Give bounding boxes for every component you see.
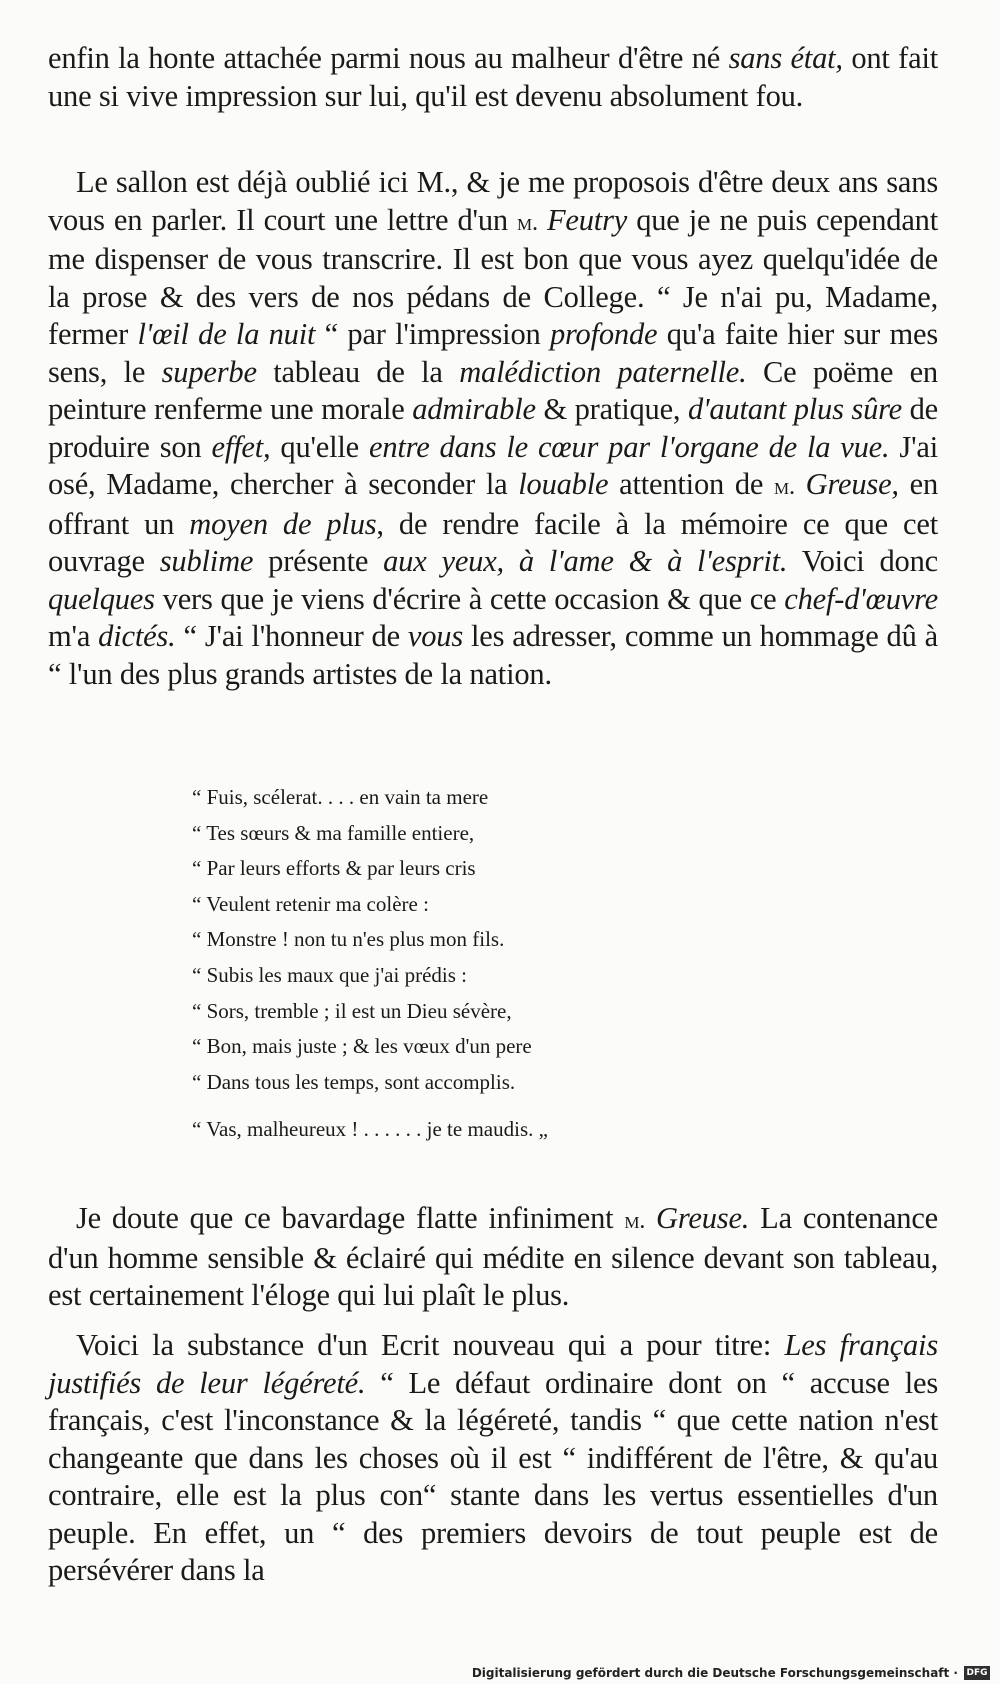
- p2-dautant: d'autant plus sûre: [687, 392, 902, 426]
- p2-d: qu'a faite hier sur mes sens, le: [48, 317, 939, 389]
- p2-admirable: admirable: [412, 392, 536, 426]
- p2-profonde: profonde: [549, 317, 658, 351]
- p2-s: les adresser, comme un hommage dû à “ l'un des plus grands artistes de la nation.: [48, 619, 938, 691]
- p2-p: vers que je viens d'écrire à cette occasion & que ce: [154, 581, 785, 616]
- poem-block: [192, 780, 832, 1148]
- poem-line: “ Par leurs efforts & par leurs cris: [192, 856, 476, 881]
- p3-m: m.: [624, 1207, 646, 1234]
- p1-rest: ont fait une si vive impression sur lui, qu'il est devenu absolument fou.: [48, 41, 939, 113]
- p1-sans-etat: sans état,: [728, 41, 843, 75]
- p3-b: La contenance d'un homme sensible & éclairé qui médite en silence devant son tableau, est certainement l'éloge qui lui plaît le plus.: [48, 1201, 939, 1312]
- p2-quelques: quelques: [48, 581, 155, 616]
- p2-sublime: sublime: [159, 544, 254, 578]
- p2-effet: effet,: [211, 429, 271, 464]
- p2-dictes: dictés.: [98, 619, 176, 653]
- p2-i: qu'elle: [270, 429, 370, 464]
- p2-f: Ce poëme en peinture renferme une morale: [48, 354, 938, 426]
- poem-line: “ Monstre ! non tu n'es plus mon fils.: [192, 927, 505, 952]
- p2-c: “ par l'impression: [315, 317, 550, 351]
- p2-a: Le sallon est déjà oublié ici M., & je me proposois d'être deux ans sans vous en parler. Il court une lettre d'un: [48, 165, 938, 237]
- paragraph-2: [48, 164, 938, 693]
- p2-b: que je ne puis cependant me dispenser de vous transcrire. Il est bon que vous ayez quelqu'idée de la prose & des vers de nos pédans de College. “ Je n'ai pu, Madame, fermer: [48, 202, 938, 351]
- paragraph-4: [48, 1327, 938, 1590]
- p2-o: Voici donc: [787, 544, 938, 578]
- p2-louable: louable: [518, 467, 609, 501]
- paragraph-1: [48, 40, 938, 115]
- paragraph-3: [48, 1200, 938, 1315]
- p2-m: , de rendre facile à la mémoire ce que cet ouvrage: [48, 506, 938, 578]
- p2-h: de produire son: [48, 392, 939, 464]
- p2-g: & pratique,: [535, 392, 688, 426]
- poem-line-final: “ Vas, malheureux ! . . . . . . je te maudis. „: [192, 1117, 548, 1142]
- p2-chef: chef-d'œuvre: [784, 581, 938, 616]
- p2-feutry: Feutry: [537, 202, 628, 237]
- poem-line: “ Sors, tremble ; il est un Dieu sévère,: [192, 998, 512, 1023]
- poem-line: “ Fuis, scélerat. . . . en vain ta mere: [192, 785, 489, 809]
- p2-superbe: superbe: [161, 354, 257, 389]
- footer-credit-text: Digitalisierung gefördert durch die Deutsche Forschungsgemeinschaft ·: [471, 1666, 958, 1680]
- poem-line: “ Bon, mais juste ; & les vœux d'un pere: [192, 1034, 532, 1059]
- p3-greuse: Greuse.: [645, 1201, 750, 1235]
- p2-r: “ J'ai l'honneur de: [175, 619, 408, 653]
- p2-vous: vous: [407, 619, 464, 653]
- digitization-credit: [472, 1666, 990, 1680]
- p2-l: en offrant un: [48, 467, 939, 541]
- p2-j: J'ai osé, Madame, chercher à seconder la: [48, 429, 938, 501]
- p2-aux: aux yeux, à l'ame & à l'esprit.: [383, 544, 788, 578]
- p2-k: attention de: [608, 467, 775, 501]
- poem-line: “ Dans tous les temps, sont accomplis.: [192, 1069, 516, 1094]
- p4-b: “ Le défaut ordinaire dont on “ accuse les français, c'est l'inconstance & la légéreté, tandis “ que cette nation n'est changeante que dans les choses où il est “ indifférent de l'être, & qu'au contraire, elle est la plus con“ stante dans les vertus essentielles d'un peuple. En effet, un “ des premiers devoirs de tout peuple est de persévérer dans la: [48, 1365, 938, 1587]
- p2-oeil: l'œil de la nuit: [137, 317, 316, 351]
- p1-intro: enfin la honte attachée parmi nous au malheur d'être né: [48, 41, 729, 75]
- p2-q: m'a: [48, 619, 99, 653]
- p2-n: présente: [253, 544, 384, 578]
- poem-line: “ Subis les maux que j'ai prédis :: [192, 962, 467, 987]
- p2-greuse: Greuse,: [794, 467, 899, 501]
- dfg-logo-icon: DFG: [964, 1666, 990, 1680]
- p2-moyen: moyen de plus: [189, 506, 377, 541]
- p2-m1: m.: [517, 208, 538, 236]
- p2-malediction: malédiction paternelle.: [459, 354, 747, 389]
- p2-entre: entre dans le cœur par l'organe de la vue.: [369, 429, 890, 464]
- p2-e: tableau de la: [256, 354, 460, 389]
- p4-a: Voici la substance d'un Ecrit nouveau qui a pour titre:: [76, 1328, 785, 1362]
- poem-line: “ Tes sœurs & ma famille entiere,: [192, 820, 475, 845]
- p2-m2: m.: [774, 473, 795, 500]
- p3-a: Je doute que ce bavardage flatte infiniment: [76, 1201, 625, 1235]
- poem-line: “ Veulent retenir ma colère :: [192, 891, 429, 916]
- p4-book-title: Les français justifiés de leur légéreté.: [48, 1328, 938, 1400]
